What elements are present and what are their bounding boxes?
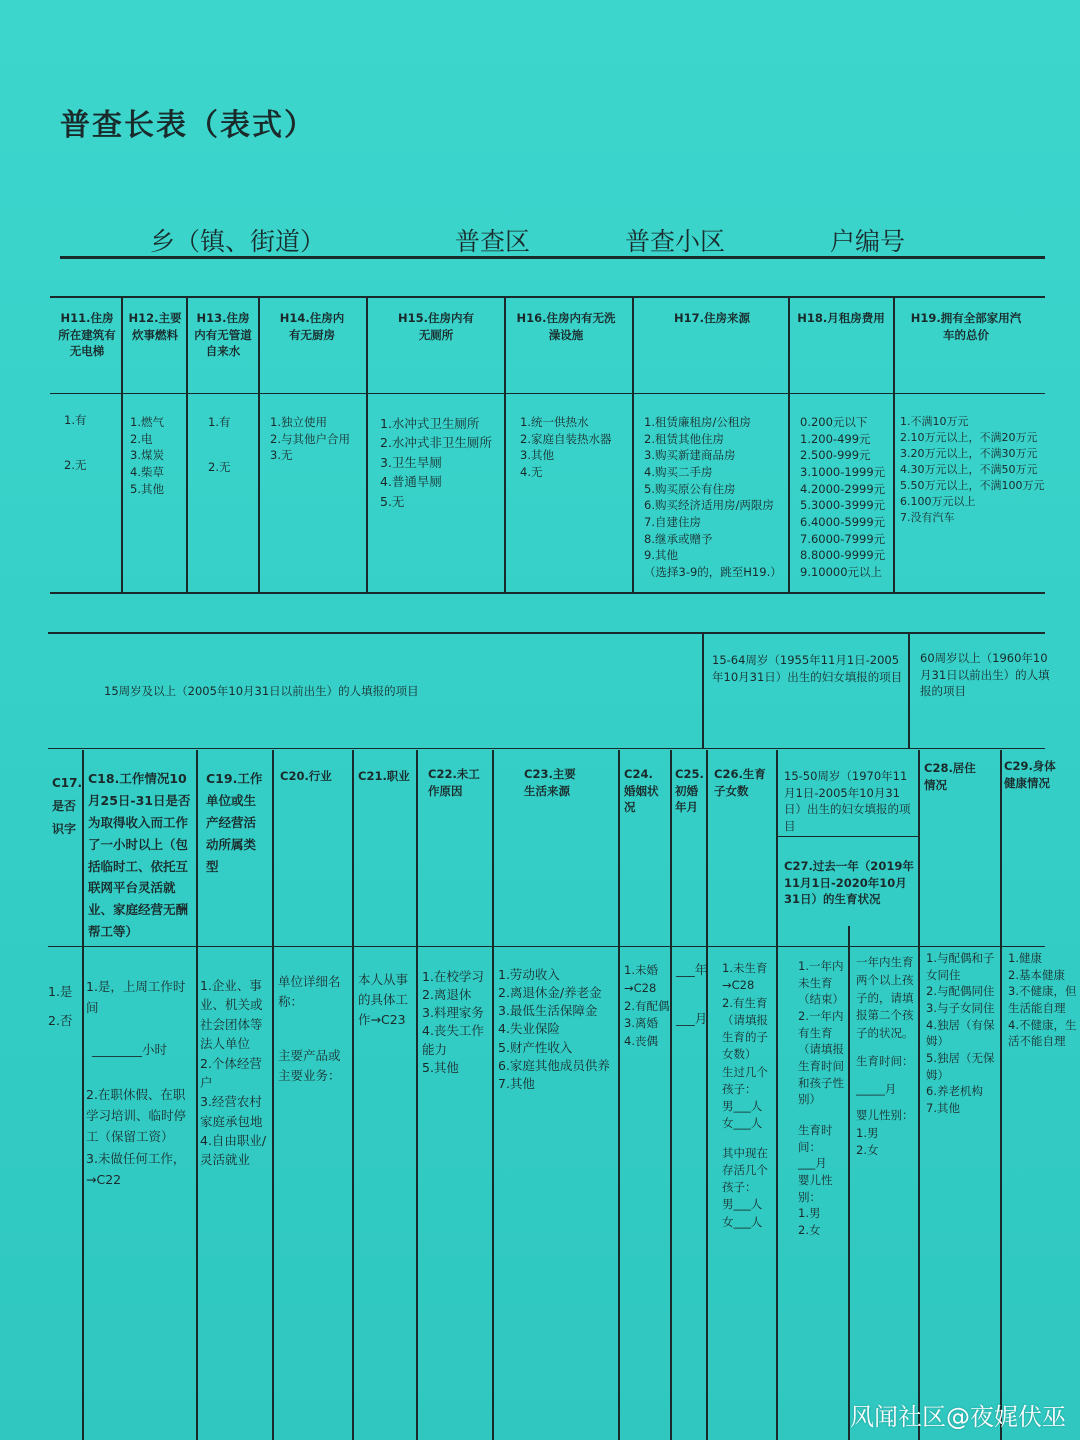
option: 主要产品或主要业务： (278, 1048, 341, 1083)
option: 3.其他 (520, 448, 554, 463)
option: 3.料理家务 (422, 1005, 484, 1021)
housing-top-rule (50, 296, 1045, 298)
h12-header: H12.主要炊事燃料 (128, 311, 182, 342)
c22-options (422, 968, 492, 1077)
housing-divider (632, 298, 634, 592)
person-header-rule (48, 946, 1045, 947)
option: 7.自建住房 (644, 515, 701, 530)
watermark: 风闻社区@夜娓伏巫 (850, 1403, 1066, 1431)
c24-header: C24.婚姻状况 (624, 767, 659, 815)
person-divider (918, 750, 920, 1440)
option: 6.100万元以上 (900, 494, 976, 508)
option: 3.最低生活保障金 (498, 1003, 598, 1019)
option: 3.经营农村家庭承包地 (200, 1094, 263, 1129)
option: 4.自由职业/灵活就业 (200, 1133, 267, 1168)
c28-options (926, 950, 1000, 1117)
option: 一年内生育两个以上孩子的，请填报第二个孩子的状况。 (856, 955, 914, 1041)
option: 1.是 (48, 984, 73, 999)
option: 婴儿性别： (856, 1107, 914, 1122)
h17-options (644, 414, 782, 581)
h12-options (130, 414, 164, 497)
h11-options (64, 412, 86, 473)
option: 3.购买新建商品房 (644, 448, 736, 463)
township-label: 乡（镇、街道） (150, 227, 326, 256)
option: 男___人 (722, 1197, 763, 1212)
option: 6.养老机构 (926, 1084, 983, 1099)
page-title: 普查长表（表式） (60, 108, 316, 143)
option: 2.与配偶同住 (926, 984, 995, 999)
option: 5.3000-3999元 (800, 498, 886, 513)
c25-options (676, 960, 707, 1029)
option: 婴儿性别： (798, 1173, 833, 1204)
household-blank (725, 234, 830, 258)
option: 2.在职休假、在职学习培训、临时停工（保留工资） (86, 1086, 187, 1145)
option: 2.个体经营户 (200, 1055, 262, 1090)
group-women-15-50-label: 15-50周岁（1970年11月1日-2005年10月31日）出生的妇女填报的项目 (784, 769, 911, 834)
district-blank (325, 234, 455, 258)
option: 4.购买二手房 (644, 465, 713, 480)
option: 6.4000-5999元 (800, 515, 886, 530)
option: 2.电 (130, 431, 153, 446)
c23-options (498, 966, 610, 1093)
housing-divider (258, 298, 260, 592)
option: 8.8000-9999元 (800, 548, 886, 563)
h13-header: H13.住房内有无管道自来水 (194, 311, 252, 359)
housing-divider (893, 298, 895, 592)
option: ___月 (798, 1156, 827, 1171)
option: 6.家庭其他成员供养 (498, 1057, 610, 1073)
h15-options (380, 414, 492, 511)
option: 9.10000元以上 (800, 565, 883, 580)
option: 1.水冲式卫生厕所 (380, 416, 480, 431)
person-divider (1000, 750, 1002, 1440)
housing-divider (504, 298, 506, 592)
option: 1.统一供热水 (520, 415, 589, 429)
group-header-rule (48, 748, 1045, 749)
h16-header: H16.住房内有无洗澡设施 (516, 311, 616, 342)
h17-header: H17.住房来源 (674, 311, 750, 325)
option: 2.水冲式非卫生厕所 (380, 435, 492, 451)
month-blank: ___月 (676, 1011, 708, 1027)
c27-header: C27.过去一年（2019年11月1日-2020年10月31日）的生育状况 (784, 859, 914, 907)
c27-no-birth-options (798, 958, 846, 1239)
option: 5.购买原公有住房 (644, 481, 736, 496)
option: 5.财产性收入 (498, 1039, 573, 1055)
option: 7.6000-7999元 (800, 531, 886, 546)
option: 2.500-999元 (800, 448, 871, 463)
c20-options (278, 972, 350, 1086)
hours-blank: ________小时 (92, 1041, 168, 1057)
option: 4.不健康，生活不能自理 (1008, 1017, 1077, 1049)
option: 男___人 (722, 1099, 763, 1113)
address-line (60, 222, 1045, 258)
h15-header: H15.住房内有无厕所 (398, 311, 474, 342)
option: 3.1000-1999元 (800, 465, 886, 480)
person-divider (848, 926, 850, 1440)
option: 3.与子女同住 (926, 1001, 995, 1016)
group-60plus-label: 60周岁以上（1960年10月31日以前出生）的人填报的项目 (920, 651, 1050, 699)
h18-options (800, 414, 885, 581)
option: 2.租赁其他住房 (644, 431, 724, 446)
c17-header: C17.是否识字 (52, 776, 83, 836)
group-women-15-64-label: 15-64周岁（1955年11月1日-2005年10月31日）出生的妇女填报的项目 (712, 653, 903, 684)
option: 1.健康 (1008, 951, 1042, 965)
option: 1.未婚→C28 (624, 963, 658, 995)
h16-options (520, 414, 611, 481)
household-label: 户编号 (830, 227, 906, 256)
option: 2.离退休金/养老金 (498, 985, 602, 1001)
option: （选择3-9的，跳至H19.） (644, 565, 782, 580)
option: 7.其他 (926, 1101, 960, 1116)
group-15plus-label: 15周岁及以上（2005年10月31日以前出生）的人填报的项目 (104, 684, 419, 698)
option: 4.丧偶 (624, 1034, 658, 1049)
c23-header: C23.主要生活来源 (524, 767, 576, 798)
c20-header: C20.行业 (280, 769, 332, 783)
c26-options (722, 960, 776, 1231)
option: 单位详细名称： (278, 974, 341, 1009)
housing-header-rule (50, 393, 1045, 394)
district-label: 普查区 (455, 227, 531, 256)
option: 4.30万元以上，不满50万元 (900, 462, 1038, 476)
person-divider (492, 750, 494, 1440)
address-rule (60, 256, 1045, 259)
housing-bottom-rule (50, 592, 1045, 594)
housing-divider (186, 298, 188, 592)
housing-divider (121, 298, 123, 592)
c18-header: C18.工作情况10月25日-31日是否为取得收入而工作了一小时以上（包括临时工、依托互联网平台灵活就业、家庭经营无酬帮工等） (88, 771, 191, 940)
option: 2.女 (856, 1143, 879, 1158)
option: 2.离退休 (422, 987, 472, 1003)
person-divider (82, 750, 84, 1440)
option: 1.是，上周工作时间 (86, 979, 186, 1016)
c27-split-rule (778, 836, 918, 837)
person-divider (416, 750, 418, 1440)
option: 3.卫生旱厕 (380, 454, 442, 470)
option: 5.独居（无保姆） (926, 1051, 995, 1082)
h13-options (208, 414, 230, 475)
option: 生过几个孩子： (722, 1064, 768, 1096)
c24-options (624, 962, 670, 1051)
person-divider (776, 750, 778, 1440)
c26-header: C26.生育子女数 (714, 767, 766, 798)
option: 0.200元以下 (800, 415, 868, 429)
subdistrict-label: 普查小区 (625, 227, 726, 256)
option: 5.其他 (422, 1059, 459, 1075)
option: 生育时间： (856, 1054, 914, 1069)
option: 3.20万元以上，不满30万元 (900, 446, 1038, 460)
option: 2.有配偶 (624, 998, 670, 1013)
group-divider (908, 634, 910, 748)
option: 1.男 (798, 1206, 821, 1221)
option: 2.与其他户合用 (270, 431, 350, 446)
c29-options (1008, 950, 1078, 1050)
option: 2.10万元以上，不满20万元 (900, 430, 1038, 444)
subdistrict-blank (530, 234, 625, 258)
option: 1.男 (856, 1125, 879, 1140)
option: 3.无 (270, 448, 293, 463)
h14-header: H14.住房内有无厨房 (279, 311, 345, 342)
option: _____月 (856, 1081, 897, 1096)
option: 1.企业、事业、机关或社会团体等法人单位 (200, 978, 263, 1052)
person-divider (196, 750, 198, 1440)
option: 1.独立使用 (270, 415, 327, 429)
h19-options (900, 414, 1045, 526)
option: 2.有生育（请填报生育的子女数） (722, 995, 768, 1062)
township-blank (60, 234, 150, 258)
person-top-rule (48, 632, 1045, 634)
option: 4.柴草 (130, 465, 164, 480)
option: 9.其他 (644, 548, 678, 563)
year-blank: ___年 (676, 962, 708, 977)
c18-options (86, 976, 194, 1190)
option: 7.其他 (498, 1075, 535, 1091)
option: 2.家庭自装热水器 (520, 431, 612, 446)
option: 1.劳动收入 (498, 967, 560, 982)
option: 1.燃气 (130, 415, 164, 429)
option: 8.继承或赠予 (644, 531, 713, 546)
option: 1.未生育→C28 (722, 961, 768, 993)
c19-header: C19.工作单位或生产经营活动所属类型 (206, 771, 263, 874)
option: 4.2000-2999元 (800, 481, 886, 496)
c27-second-child-options (856, 954, 918, 1160)
option: 本人从事的具体工作→C23 (358, 972, 409, 1027)
option: 2.否 (48, 1012, 73, 1028)
option: 3.未做任何工作，→C22 (86, 1150, 186, 1187)
person-divider (670, 750, 672, 1440)
option: 4.失业保险 (498, 1021, 560, 1037)
c25-header: C25.初婚年月 (675, 767, 704, 815)
option: 1.与配偶和子女同住 (926, 951, 995, 982)
option: 女___人 (722, 1214, 763, 1229)
h11-header: H11.住房所在建筑有无电梯 (58, 311, 116, 359)
option: 4.无 (520, 465, 543, 480)
option: 4.丧失工作能力 (422, 1023, 484, 1057)
c17-options (48, 978, 72, 1036)
h14-options (270, 414, 350, 464)
option: 6.购买经济适用房/两限房 (644, 498, 774, 513)
c22-header: C22.未工作原因 (428, 767, 480, 798)
option: 生育时间： (798, 1123, 833, 1154)
option: 3.煤炭 (130, 448, 164, 463)
option: 5.无 (380, 493, 405, 509)
option: 1.200-499元 (800, 431, 871, 446)
option: 2.无 (64, 457, 87, 472)
option: 女___人 (722, 1116, 763, 1131)
c28-header: C28.居住情况 (924, 761, 976, 792)
option: 2.基本健康 (1008, 967, 1065, 982)
option: 1.有 (64, 413, 87, 427)
housing-divider (366, 298, 368, 592)
option: 2.一年内有生育（请填报生育时间和孩子性别） (798, 1009, 844, 1107)
option: 1.有 (208, 415, 231, 429)
option: 4.独居（有保姆） (926, 1017, 995, 1049)
option: 1.在校学习 (422, 969, 484, 984)
c21-options (358, 970, 414, 1030)
option: 1.不满10万元 (900, 415, 969, 428)
option: 1.租赁廉租房/公租房 (644, 415, 751, 429)
c21-header: C21.职业 (358, 769, 410, 783)
group-divider (702, 634, 704, 748)
c29-header: C29.身体健康情况 (1004, 759, 1056, 790)
person-divider (618, 750, 620, 1440)
option: 2.无 (208, 459, 231, 474)
h18-header: H18.月租房费用 (797, 311, 885, 325)
option: 5.50万元以上，不满100万元 (900, 478, 1045, 492)
person-divider (706, 750, 708, 1440)
person-divider (272, 750, 274, 1440)
h19-header: H19.拥有全部家用汽车的总价 (910, 311, 1022, 342)
option: 3.离婚 (624, 1016, 658, 1031)
housing-divider (788, 298, 790, 592)
option: 3.不健康，但生活能自理 (1008, 984, 1077, 1016)
option: 4.普通旱厕 (380, 474, 442, 490)
option: 5.其他 (130, 481, 164, 496)
option: 7.没有汽车 (900, 510, 955, 524)
c19-options (200, 976, 268, 1170)
option: 2.女 (798, 1223, 821, 1238)
option: 1.一年内未生育（结束） (798, 959, 844, 1007)
person-divider (352, 750, 354, 1440)
option: 其中现在存活几个孩子： (722, 1145, 768, 1194)
